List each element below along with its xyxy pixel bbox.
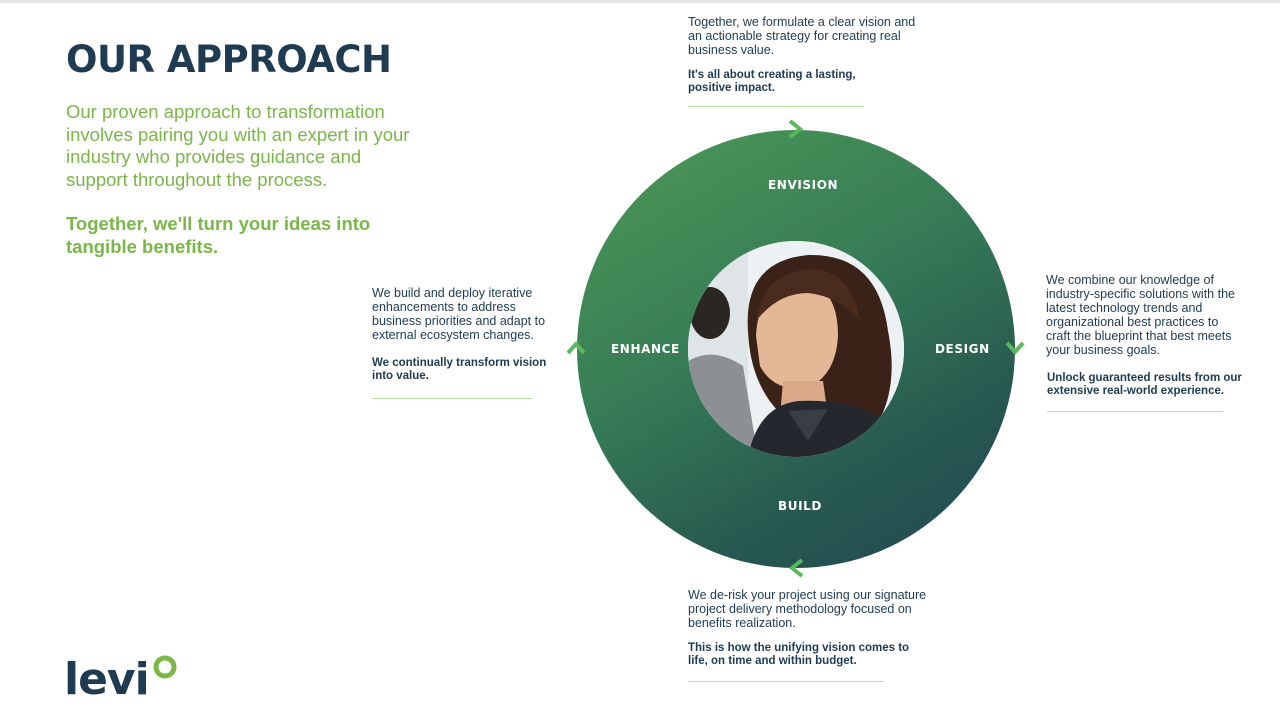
enhance-highlight: We continually transform vision into value. <box>372 357 547 382</box>
envision-highlight: It's all about creating a lasting, positive impact. <box>688 69 856 94</box>
design-divider <box>1047 411 1223 412</box>
stage-envision-label: ENVISION <box>768 178 839 192</box>
envision-divider <box>688 106 864 107</box>
design-highlight: Unlock guaranteed results from our extensive real-world experience. <box>1047 372 1242 397</box>
chevron-down-icon <box>1005 338 1025 358</box>
chevron-up-icon <box>566 338 586 358</box>
top-border <box>0 0 1280 3</box>
intro-highlight: Together, we'll turn your ideas into tangible benefits. <box>66 213 371 257</box>
design-description: We combine our knowledge of industry-specific solutions with the latest technology trends and organizational best practices to craft the blueprint that best meets your business goals. <box>1046 273 1235 357</box>
intro-text: Our proven approach to transformation involves pairing you with an expert in your industry who provides guidance and support throughout the process. <box>66 101 410 190</box>
svg-text:levi: levi <box>64 654 149 700</box>
enhance-divider <box>372 398 532 399</box>
businesswoman-photo <box>688 241 904 457</box>
stage-enhance-label: ENHANCE <box>611 342 680 356</box>
stage-design-label: DESIGN <box>935 342 990 356</box>
enhance-description: We build and deploy iterative enhancements to address business priorities and adapt to external ecosystem changes. <box>372 286 546 342</box>
stage-build-label: BUILD <box>778 499 822 513</box>
build-divider <box>688 681 884 682</box>
levio-logo <box>64 652 180 700</box>
chevron-left-icon <box>786 558 806 578</box>
chevron-right-icon <box>786 119 806 139</box>
envision-description: Together, we formulate a clear vision and an actionable strategy for creating real business value. <box>688 15 916 57</box>
build-description: We de-risk your project using our signature project delivery methodology focused on benefits realization. <box>688 588 927 630</box>
build-highlight: This is how the unifying vision comes to life, on time and within budget. <box>688 642 910 667</box>
page-title: OUR APPROACH <box>66 38 392 81</box>
